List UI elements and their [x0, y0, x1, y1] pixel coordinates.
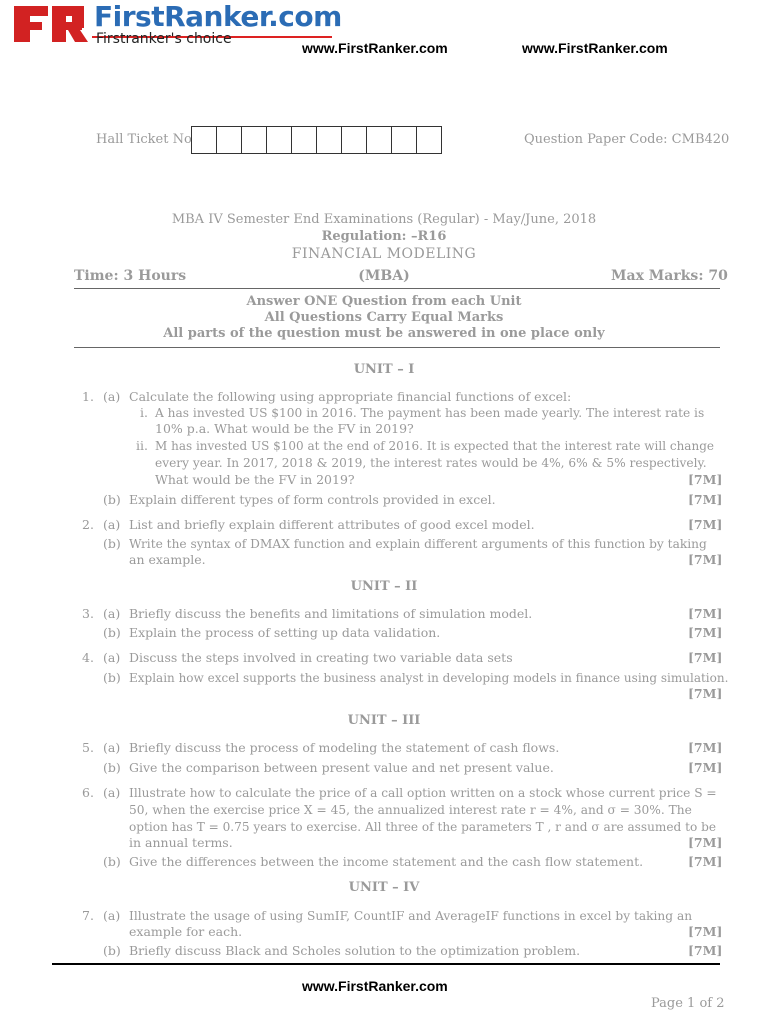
- marks: [7M]: [688, 924, 723, 939]
- exam-time: Time: 3 Hours: [74, 268, 187, 284]
- part-label: (b): [103, 492, 121, 507]
- unit-heading: UNIT – II: [350, 579, 418, 594]
- header-link-1[interactable]: www.FirstRanker.com: [302, 40, 448, 56]
- question-text: Calculate the following using appropriate financial functions of excel:: [129, 389, 572, 404]
- question-text: Give the differences between the income statement and the cash flow statement.: [129, 854, 644, 869]
- unit-heading: UNIT – III: [347, 713, 421, 728]
- subpart-label: ii.: [136, 438, 148, 453]
- part-label: (b): [103, 760, 121, 775]
- page-number: Page 1 of 2: [651, 996, 725, 1011]
- hall-ticket-box[interactable]: [341, 126, 367, 154]
- header-link-2[interactable]: www.FirstRanker.com: [522, 40, 668, 56]
- question-paper-code: Question Paper Code: CMB420: [524, 132, 730, 147]
- question-text: Briefly discuss Black and Scholes solution to the optimization problem.: [129, 943, 581, 958]
- part-label: (b): [103, 854, 121, 869]
- question-number: 3.: [82, 606, 94, 621]
- part-label: (a): [103, 606, 121, 621]
- hall-ticket-box[interactable]: [216, 126, 242, 154]
- marks: [7M]: [688, 552, 723, 567]
- brand-tagline: Firstranker's choice: [96, 31, 232, 47]
- part-label: (b): [103, 670, 121, 685]
- marks: [7M]: [688, 760, 723, 775]
- exam-regulation: Regulation: –R16: [321, 229, 447, 244]
- hall-ticket-box[interactable]: [266, 126, 292, 154]
- marks: [7M]: [688, 650, 723, 665]
- part-label: (b): [103, 625, 121, 640]
- unit-heading: UNIT – I: [353, 362, 415, 377]
- question-text: A has invested US $100 in 2016. The payment has been made yearly. The interest rate is: [155, 406, 705, 420]
- footer-link[interactable]: www.FirstRanker.com: [302, 978, 448, 994]
- marks: [7M]: [688, 686, 723, 701]
- question-text: List and briefly explain different attributes of good excel model.: [129, 517, 535, 532]
- part-label: (b): [103, 536, 121, 551]
- exam-program: (MBA): [358, 268, 410, 284]
- hall-ticket-box[interactable]: [241, 126, 267, 154]
- instruction-line: Answer ONE Question from each Unit: [246, 294, 522, 309]
- marks: [7M]: [688, 517, 723, 532]
- question-number: 6.: [82, 785, 94, 800]
- part-label: (b): [103, 943, 121, 958]
- part-label: (a): [103, 740, 121, 755]
- marks: [7M]: [688, 740, 723, 755]
- question-number: 5.: [82, 740, 94, 755]
- firstranker-logo: [12, 2, 90, 44]
- question-text: What would be the FV in 2019?: [155, 472, 355, 487]
- marks: [7M]: [688, 835, 723, 850]
- hall-ticket-box[interactable]: [191, 126, 217, 154]
- question-text: in annual terms.: [129, 835, 233, 850]
- hall-ticket-box[interactable]: [416, 126, 442, 154]
- divider-instructions: [74, 347, 720, 348]
- part-label: (a): [103, 650, 121, 665]
- unit-heading: UNIT – IV: [348, 880, 420, 895]
- part-label: (a): [103, 785, 121, 800]
- logo-fr-mark: [12, 2, 90, 44]
- part-label: (a): [103, 389, 121, 404]
- marks: [7M]: [688, 625, 723, 640]
- hall-ticket-box[interactable]: [316, 126, 342, 154]
- marks: [7M]: [688, 943, 723, 958]
- footer-divider: [52, 963, 720, 965]
- question-number: 1.: [82, 389, 94, 404]
- exam-max-marks: Max Marks: 70: [611, 268, 728, 284]
- question-number: 4.: [82, 650, 94, 665]
- hall-ticket-box[interactable]: [291, 126, 317, 154]
- marks: [7M]: [688, 854, 723, 869]
- question-text: example for each.: [129, 924, 243, 939]
- question-text: Give the comparison between present value and net present value.: [129, 760, 554, 775]
- hall-ticket-box[interactable]: [366, 126, 392, 154]
- question-text: 50, when the exercise price X = 45, the annualized interest rate r = 4%, and σ = 30%. The: [129, 803, 692, 817]
- question-text: option has T = 0.75 years to exercise. All three of the parameters T , r and σ are assumed to be: [129, 820, 716, 834]
- part-label: (a): [103, 517, 121, 532]
- question-text: every year. In 2017, 2018 & 2019, the interest rates would be 4%, 6% & 5% respectively.: [155, 456, 707, 470]
- brand-title: FirstRanker.com: [94, 0, 342, 33]
- question-number: 7.: [82, 908, 94, 923]
- hall-ticket-label: Hall Ticket No: [96, 132, 192, 147]
- subpart-label: i.: [140, 405, 148, 420]
- part-label: (a): [103, 908, 121, 923]
- hall-ticket-box[interactable]: [391, 126, 417, 154]
- question-text: an example.: [129, 552, 206, 567]
- question-text: Illustrate the usage of using SumIF, CountIF and AverageIF functions in excel by taking an: [129, 909, 693, 923]
- marks: [7M]: [688, 492, 723, 507]
- exam-subject: FINANCIAL MODELING: [291, 246, 477, 262]
- marks: [7M]: [688, 472, 723, 487]
- divider-top: [74, 288, 720, 289]
- question-text: Briefly discuss the benefits and limitations of simulation model.: [129, 606, 533, 621]
- question-text: Write the syntax of DMAX function and explain different arguments of this function by taking: [129, 537, 707, 551]
- question-number: 2.: [82, 517, 94, 532]
- question-text: Explain how excel supports the business analyst in developing models in finance using simulation.: [129, 671, 729, 685]
- question-text: Discuss the steps involved in creating two variable data sets: [129, 650, 513, 665]
- question-text: M has invested US $100 at the end of 2016. It is expected that the interest rate will change: [155, 439, 714, 453]
- instruction-line: All parts of the question must be answered in one place only: [163, 326, 605, 341]
- marks: [7M]: [688, 606, 723, 621]
- exam-title: MBA IV Semester End Examinations (Regular) - May/June, 2018: [171, 212, 597, 227]
- question-text: Illustrate how to calculate the price of a call option written on a stock whose current price S =: [129, 786, 717, 800]
- hall-ticket-boxes[interactable]: [192, 126, 442, 154]
- question-text: Briefly discuss the process of modeling the statement of cash flows.: [129, 740, 560, 755]
- instruction-line: All Questions Carry Equal Marks: [264, 310, 504, 325]
- question-text: 10% p.a. What would be the FV in 2019?: [155, 421, 414, 436]
- question-text: Explain the process of setting up data validation.: [129, 625, 441, 640]
- question-text: Explain different types of form controls provided in excel.: [129, 492, 496, 507]
